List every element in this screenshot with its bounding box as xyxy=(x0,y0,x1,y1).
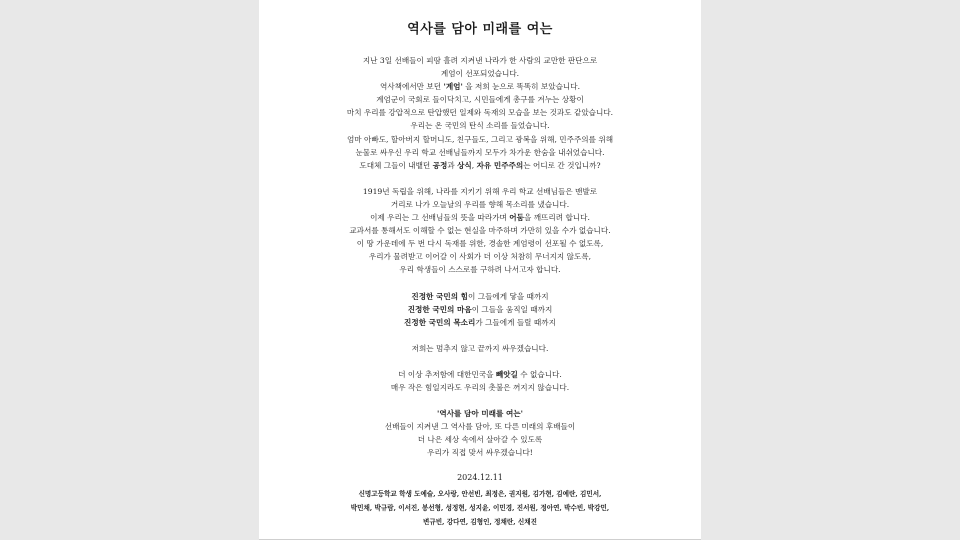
emphasis-darkness: 어둠 xyxy=(509,213,524,223)
spacer xyxy=(259,459,701,467)
text-line: 엄마 아빠도, 할아버지 할머니도, 친구들도, 그리고 광복을 위해, 민주주의를 위해 xyxy=(346,134,614,144)
text-line: 이제 우리는 그 선배님들의 뜻을 따라가며 어둠을 깨뜨리려 합니다. xyxy=(370,213,590,223)
text-line: 계엄군이 국회로 들이닥치고, 시민들에게 총구를 겨누는 상황이 xyxy=(376,95,584,105)
text-line: 1919년 독립을 위해, 나라를 지키기 위해 우리 학교 선배님들은 맨발로 xyxy=(362,186,598,196)
text-line: 계엄이 선포되었습니다. xyxy=(440,69,520,79)
paragraph-2 xyxy=(259,185,701,277)
statement-document xyxy=(259,0,701,540)
text-line: 진정한 국민의 힘이 그들에게 닿을 때까지 xyxy=(411,291,549,301)
paragraph-6 xyxy=(259,407,701,459)
emphasis-liberal-democracy: 자유 민주주의 xyxy=(476,160,524,170)
emphasis-fairness: 공정 xyxy=(432,160,448,170)
text-line: 눈물로 싸우신 우리 학교 선배님들까지 모두가 차가운 한숨을 내쉬었습니다. xyxy=(355,147,605,157)
text-line: 이 땅 가운데에 두 번 다시 독재를 위한, 경솔한 계엄령이 선포될 수 없도록, xyxy=(356,239,604,249)
spacer xyxy=(259,329,701,342)
text-line: 선배들이 지켜낸 그 역사를 담아, 또 다른 미래의 후배들이 xyxy=(384,422,576,432)
emphasis-common-sense: 상식 xyxy=(457,160,472,170)
paragraph-3 xyxy=(259,290,701,329)
text-line: 우리는 온 국민의 탄식 소리를 들었습니다. xyxy=(410,121,550,131)
text-line: 거리로 나가 오늘날의 우리를 향해 목소리를 냈습니다. xyxy=(390,199,570,209)
text-line: 우리가 물려받고 이어갈 이 사회가 더 이상 처참히 무너지지 않도록, xyxy=(368,252,592,262)
document-date: 2024.12.11 xyxy=(457,473,503,483)
text-line: 지난 3일 선배들이 피땀 흘려 지켜낸 나라가 한 사람의 교만한 판단으로 xyxy=(362,56,598,65)
document-title: 역사를 담아 미래를 여는 xyxy=(407,22,553,37)
signatories-line: 박민채, 박규람, 이서진, 봉선형, 성정현, 성지윤, 이민경, 진서원, 정아연, 박수빈, 박강민, xyxy=(350,504,610,513)
emphasis-peoples-voice: 진정한 국민의 목소리 xyxy=(404,317,476,327)
emphasis-gyeeom: '계엄' xyxy=(443,82,463,92)
text-line: 마치 우리를 강압적으로 탄압했던 일제와 독재의 모습을 보는 것과도 같았습니다. xyxy=(346,108,614,118)
signatories-line: 변규빈, 강다연, 김형인, 정채란, 신채진 xyxy=(423,518,537,527)
emphasis-peoples-heart: 진정한 국민의 마음 xyxy=(407,304,472,314)
emphasis-taken-away: 빼앗길 xyxy=(495,369,518,379)
motto-line: '역사를 담아 미래를 여는' xyxy=(437,409,523,419)
signatories-list xyxy=(259,487,701,529)
paragraph-1 xyxy=(259,54,701,172)
text-line: 우리 학생들이 스스로를 구하려 나서고자 합니다. xyxy=(399,265,561,275)
spacer xyxy=(259,172,701,185)
spacer xyxy=(259,355,701,368)
text-line: 우리가 직접 맞서 싸우겠습니다! xyxy=(427,448,533,458)
text-line: 진정한 국민의 목소리가 그들에게 들릴 때까지 xyxy=(404,317,556,327)
text-line: 교과서를 통해서도 이해할 수 없는 현실을 마주하며 가만히 있을 수가 없습니다. xyxy=(349,226,611,236)
text-line: 매우 작은 힘일지라도 우리의 촛불은 꺼지지 않습니다. xyxy=(390,382,570,392)
paragraph-4 xyxy=(259,342,701,355)
text-line: 더 나은 세상 속에서 살아갈 수 있도록 xyxy=(417,435,543,445)
signatories-line: 신명고등학교 학생 도예슬, 오사랑, 안선빈, 최정은, 권지원, 김가현, 김예란, 김민서, xyxy=(358,490,602,499)
text-line: 저희는 멈추지 않고 끝까지 싸우겠습니다. xyxy=(411,343,549,353)
spacer xyxy=(259,394,701,407)
emphasis-peoples-power: 진정한 국민의 힘 xyxy=(411,291,469,301)
text-line: 더 이상 추저함에 대한민국을 빼앗길 수 없습니다. xyxy=(398,369,562,379)
text-line: 도대체 그들이 내뱉던 공정과 상식, 자유 민주주의는 어디로 간 것입니까? xyxy=(359,160,601,170)
text-line: 역사책에서만 보던 '계엄' 을 저희 눈으로 똑똑히 보았습니다. xyxy=(379,82,581,92)
paragraph-5 xyxy=(259,368,701,394)
text-line: 진정한 국민의 마음이 그들을 움직일 때까지 xyxy=(407,304,553,314)
spacer xyxy=(259,277,701,290)
